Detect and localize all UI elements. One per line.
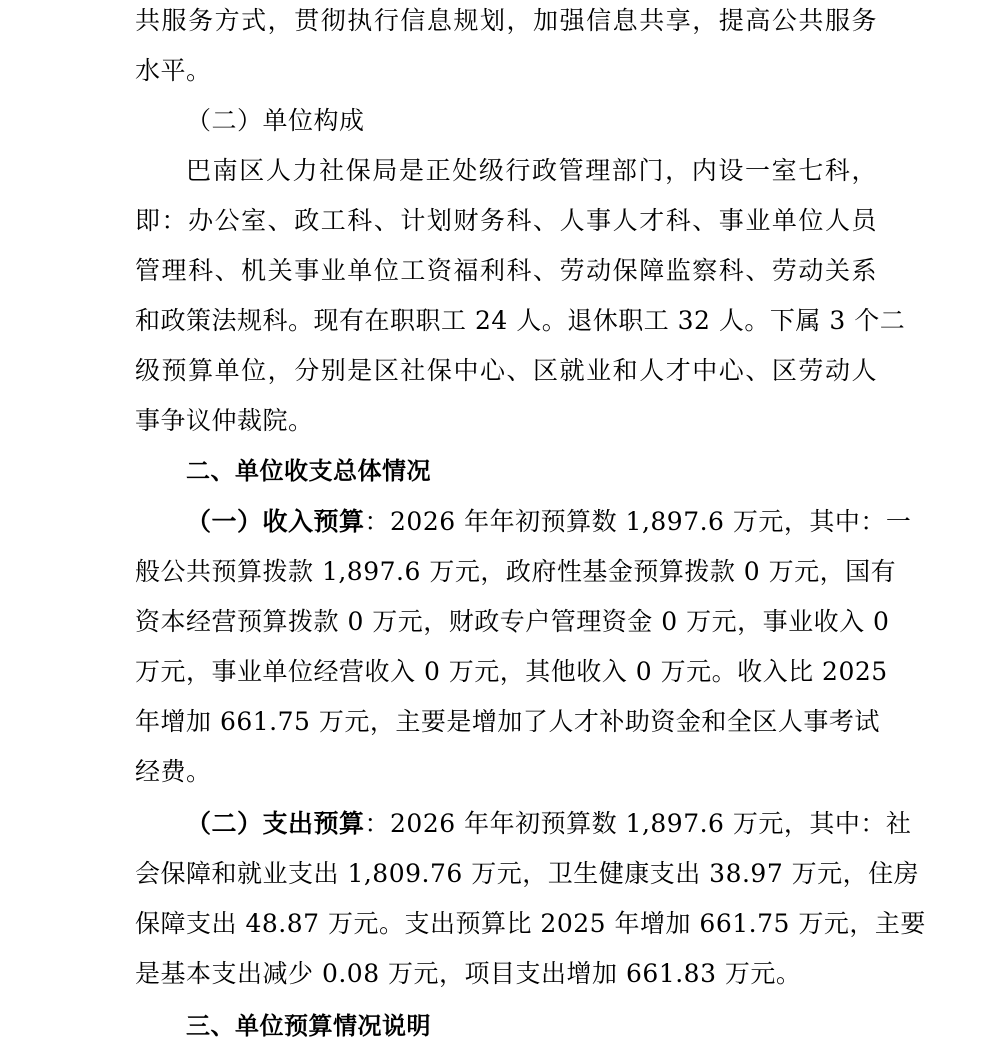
paragraph-line: 和政策法规科。现有在职职工 24 人。退休职工 32 人。下属 3 个二: [135, 306, 906, 335]
paragraph-line: 般公共预算拨款 1,897.6 万元，政府性基金预算拨款 0 万元，国有: [135, 557, 897, 586]
paragraph-line: 水平。: [135, 56, 212, 85]
section-heading: 三、单位预算情况说明: [186, 1012, 431, 1040]
paragraph-line: 事争议仲裁院。: [135, 406, 314, 435]
paragraph-line: 会保障和就业支出 1,809.76 万元，卫生健康支出 38.97 万元，住房: [135, 859, 920, 888]
paragraph-line: 巴南区人力社保局是正处级行政管理部门，内设一室七科，: [186, 156, 877, 185]
income-text: ：2026 年年初预算数 1,897.6 万元，其中：一: [364, 507, 912, 536]
paragraph-line: 经费。: [135, 757, 212, 786]
paragraph-line: 即：办公室、政工科、计划财务科、人事人才科、事业单位人员: [135, 206, 877, 235]
expense-label: （二）支出预算: [186, 809, 365, 838]
paragraph-line: [186, 497, 912, 547]
paragraph-line: 级预算单位，分别是区社保中心、区就业和人才中心、区劳动人: [135, 356, 877, 385]
expense-text: ：2026 年年初预算数 1,897.6 万元，其中：社: [364, 809, 912, 838]
paragraph-line: 万元，事业单位经营收入 0 万元，其他收入 0 万元。收入比 2025: [135, 657, 888, 686]
paragraph-line: 年增加 661.75 万元，主要是增加了人才补助资金和全区人事考试: [135, 707, 880, 736]
paragraph-line: 保障支出 48.87 万元。支出预算比 2025 年增加 661.75 万元，主要: [135, 909, 926, 938]
paragraph-line: [186, 799, 912, 849]
paragraph-line: 是基本支出减少 0.08 万元，项目支出增加 661.83 万元。: [135, 959, 802, 988]
paragraph-line: 资本经营预算拨款 0 万元，财政专户管理资金 0 万元，事业收入 0: [135, 607, 890, 636]
paragraph-line: 管理科、机关事业单位工资福利科、劳动保障监察科、劳动关系: [135, 256, 877, 285]
subsection-title: （二）单位构成: [186, 106, 365, 135]
section-heading: 二、单位收支总体情况: [186, 457, 431, 485]
paragraph-line: 共服务方式，贯彻执行信息规划，加强信息共享，提高公共服务: [135, 6, 877, 35]
income-label: （一）收入预算: [186, 507, 365, 536]
